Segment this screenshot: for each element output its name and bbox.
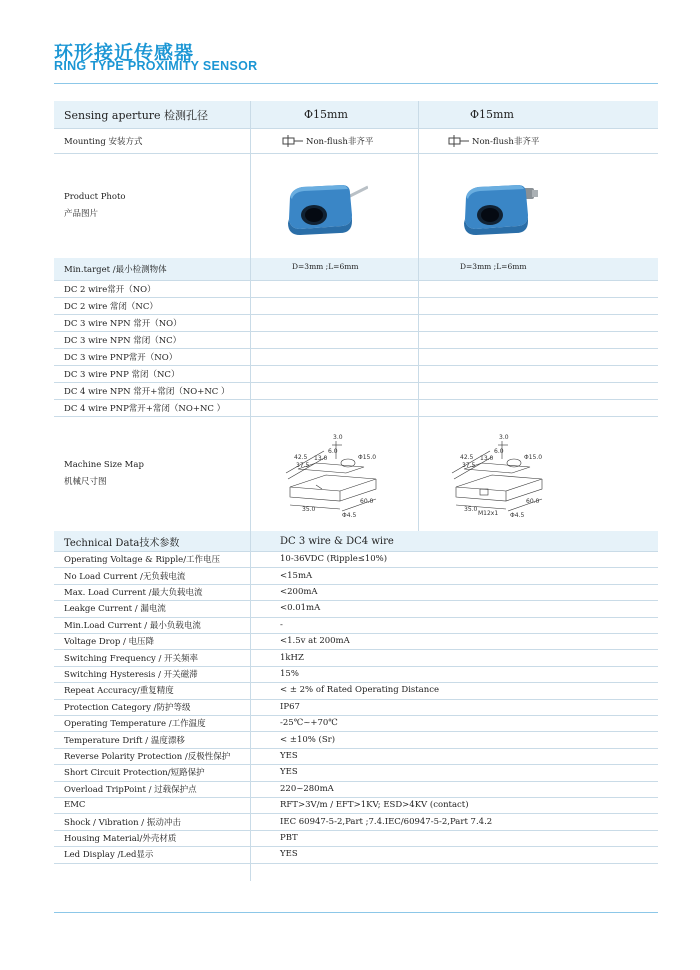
wiring-label: DC 3 wire NPN 常开（NO） [64,318,182,329]
product-photo-connector [418,153,658,258]
dim-label: Φ15.0 [524,453,543,461]
tech-row [54,551,658,568]
tech-label: EMC [64,800,86,811]
dim-label: 37.5 [296,461,310,469]
mounting-row [54,128,658,154]
tech-header-row [54,531,658,552]
tech-header-value: DC 3 wire & DC4 wire [280,535,394,547]
mounting-col1-text: Non-flush非齐平 [306,136,374,147]
tech-label: Protection Category /防护等级 [64,702,191,713]
wiring-label: DC 3 wire NPN 常闭（NC） [64,335,182,346]
mounting-col2 [418,128,658,153]
tech-value: RFT>3V/m / EFT>1KV; ESD>4KV (contact) [280,800,469,811]
aperture-col2: Φ15mm [470,108,514,121]
product-photo-cable [252,153,418,258]
tech-value: - [280,619,283,630]
wiring-row [54,382,658,400]
dim-label: Φ4.5 [510,511,525,519]
tech-label: Voltage Drop / 电压降 [64,637,155,648]
tech-value: 15% [280,668,299,679]
dim-label: 6.0 [328,447,338,455]
wiring-label: DC 4 wire NPN 常开+常闭（NO+NC ） [64,386,230,397]
tech-row [54,731,658,748]
mounting-col1 [252,128,418,153]
drawing-col2 [418,416,658,531]
tech-row [54,781,658,798]
tech-row [54,764,658,781]
tech-row [54,797,658,814]
wiring-row [54,365,658,383]
wiring-label: DC 3 wire PNP常开（NO） [64,352,178,363]
tech-row [54,666,658,683]
product-photo-label-cn: 产品图片 [64,209,99,219]
wiring-row [54,297,658,315]
column-divider [418,101,419,531]
wiring-row [54,280,658,298]
tech-row [54,699,658,716]
tech-value: IEC 60947-5-2,Part ;7.4.IEC/60947-5-2,Part 7.4.2 [280,816,493,827]
tech-row [54,649,658,666]
wiring-label: DC 2 wire常开（NO） [64,284,156,295]
product-photo-label [64,153,250,258]
tech-value: 10-36VDC (Ripple≤10%) [280,554,388,565]
machine-size-label-cn: 机械尺寸图 [64,477,107,487]
tech-row [54,748,658,765]
wiring-row [54,314,658,332]
non-flush-icon [282,135,304,147]
dim-label: 37.5 [462,461,476,469]
tech-value: <200mA [280,586,318,597]
drawing-col1 [252,416,418,531]
tech-label: Min.Load Current / 最小负载电流 [64,620,201,631]
dim-label: 35.0 [302,505,316,513]
tech-value: < ±10% (Sr) [280,734,336,745]
tech-value: < ± 2% of Rated Operating Distance [280,685,440,696]
title-divider [54,83,658,84]
wiring-row [54,348,658,366]
non-flush-icon [448,135,470,147]
wiring-label: DC 2 wire 常闭（NC） [64,301,158,312]
mounting-label: Mounting 安装方式 [64,136,143,147]
machine-size-label [64,416,250,531]
dimension-drawing-cable [276,429,396,519]
tech-value: -25℃~+70℃ [280,718,338,729]
min-target-label: Min.target /最小检测物体 [64,265,167,275]
tech-label: Leakge Current / 漏电流 [64,604,166,615]
footer-divider [54,912,658,913]
tech-label: No Load Current /无负载电流 [64,571,186,582]
aperture-col1: Φ15mm [304,108,348,121]
machine-size-label-en: Machine Size Map [64,460,144,470]
column-divider [250,101,251,881]
min-target-row [54,258,658,281]
tech-value: 220~280mA [280,783,334,794]
mounting-col2-text: Non-flush非齐平 [472,136,540,147]
tech-label: Switching Frequency / 开关频率 [64,653,199,664]
tech-label: Temperature Drift / 温度漂移 [64,735,185,746]
tech-row [54,567,658,584]
wiring-label: DC 4 wire PNP常开+常闭（NO+NC ） [64,403,226,414]
wiring-label: DC 3 wire PNP 常闭（NC） [64,369,180,380]
aperture-row [54,101,658,129]
page-title-en: RING TYPE PROXIMITY SENSOR [54,59,258,73]
dim-label: 60.0 [360,497,374,505]
tech-label: Operating Temperature /工作温度 [64,719,206,730]
tech-value: YES [280,767,298,778]
tech-row [54,584,658,601]
wiring-row [54,331,658,349]
dim-label: 42.5 [460,453,474,461]
tech-value: 1kHZ [280,652,304,663]
tech-header-label: Technical Data技术参数 [64,537,180,549]
dim-label: 35.0 [464,505,478,513]
dim-label: 3.0 [333,433,343,441]
product-photo-row [54,153,658,259]
tech-value: <0.01mA [280,603,321,614]
tech-label: Max. Load Current /最大负载电流 [64,587,203,598]
tech-row [54,633,658,650]
aperture-label: Sensing aperture 检测孔径 [64,108,209,122]
sensor-cable-photo [282,171,368,241]
tech-row [54,715,658,732]
tech-label: Repeat Accuracy/重复精度 [64,686,174,697]
dim-label: Φ4.5 [342,511,357,519]
tech-value: YES [280,750,298,761]
tech-label: Led Display /Led显示 [64,850,154,861]
tech-label: Short Circuit Protection/短路保护 [64,768,205,779]
dim-label: 3.0 [499,433,509,441]
dim-label: M12x1 [478,509,499,517]
tech-row [54,617,658,634]
tech-row [54,682,658,699]
dim-label: 60.0 [526,497,540,505]
tech-label: Operating Voltage & Ripple/工作电压 [64,555,221,566]
min-target-col1: D=3mm ;L=6mm [292,262,359,271]
tech-value: <1.5v at 200mA [280,636,350,647]
tech-row [54,846,658,863]
tech-row [54,813,658,830]
tech-value: <15mA [280,570,313,581]
tech-row [54,600,658,617]
machine-size-row [54,416,658,532]
dim-label: 6.0 [494,447,504,455]
tech-label: Shock / Vibration / 振动冲击 [64,817,181,828]
tech-row [54,830,658,847]
min-target-col2: D=3mm ;L=6mm [460,262,527,271]
dimension-drawing-connector [442,429,562,519]
tech-label: Switching Hysteresis / 开关磁滞 [64,669,198,680]
tech-value: IP67 [280,701,300,712]
dim-label: 42.5 [294,453,308,461]
tech-value: PBT [280,832,298,843]
dim-label: 13.0 [480,454,494,462]
tech-value: YES [280,849,298,860]
page-title-cn: 环形接近传感器 [54,42,195,64]
dim-label: Φ15.0 [358,453,377,461]
dim-label: 13.0 [314,454,328,462]
wiring-row [54,399,658,417]
tech-label: Housing Material/外壳材质 [64,833,177,844]
product-photo-label-en: Product Photo [64,192,126,202]
sensor-connector-photo [458,171,544,241]
tech-label: Reverse Polarity Protection /反极性保护 [64,751,231,762]
tech-label: Overload TripPoint / 过载保护点 [64,784,197,795]
